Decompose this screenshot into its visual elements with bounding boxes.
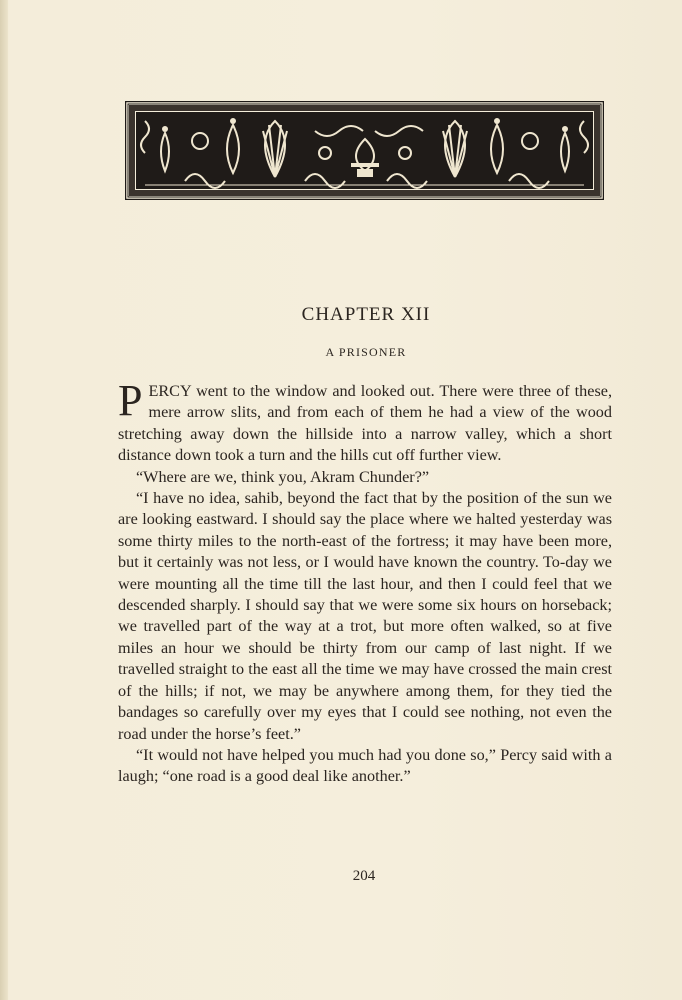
drop-cap: P (118, 376, 143, 425)
headpiece-ornament (125, 101, 604, 200)
body-text (118, 376, 612, 788)
paragraph-4: “It would not have helped you much had you done so,” Percy said with a laugh; “one road is a good deal like another.” (118, 745, 612, 786)
chapter-title: CHAPTER XII (301, 304, 431, 325)
paragraph-1-text: ERCY went to the window and looked out. There were three of these, mere arrow slits, and from each of them he had a view of the wood stretching away down the hillside into a narrow valley, which a short distance down took a turn and the hills cut off further view. (118, 382, 612, 465)
chapter-subtitle: A PRISONER (325, 345, 407, 359)
paragraph-3: “I have no idea, sahib, beyond the fact that by the position of the sun we are looking eastward. I should say the place where we halted yesterday was some thirty miles to the north-east of the fortress; it may have been more, but it certainly was not less, or I would have known the country. To-day we were mounting all the time till the last hour, and then I could feel that we descended sharply. I should say that we were some six hours on horseback; we travelled part of the way at a trot, but more often walked, so at five miles an hour we should be thirty from our camp of last night. If we travelled straight to the east all the time we may have crossed the main crest of the hills; if not, we may be anywhere among them, for they tied the bandages so carefully over my eyes that I could see nothing, not even the road under the horse’s feet.” (118, 489, 612, 743)
paragraph-2: “Where are we, think you, Akram Chunder?” (136, 467, 430, 486)
page-number: 204 (352, 868, 376, 884)
page-binding-edge (0, 0, 8, 1000)
paragraph-1 (118, 376, 612, 467)
